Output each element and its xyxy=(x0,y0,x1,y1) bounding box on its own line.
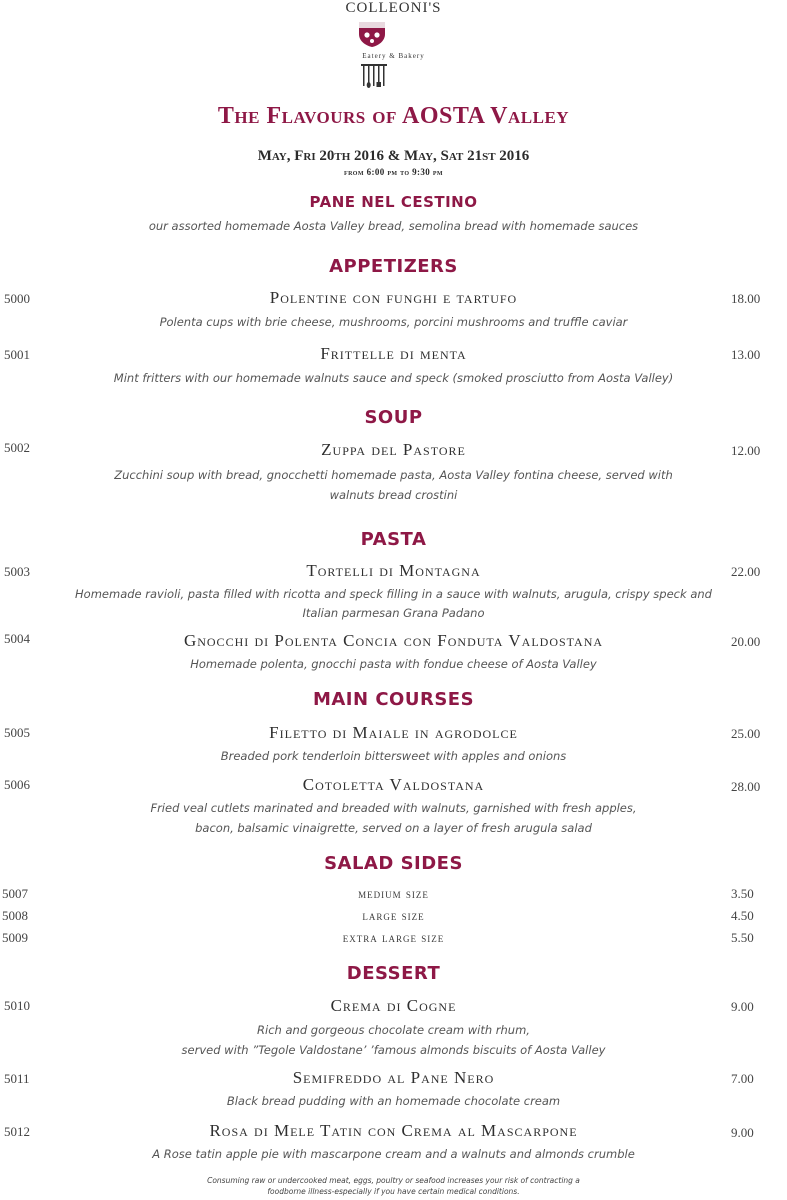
dish-description: Mint fritters with our homemade walnuts sauce and speck (smoked prosciutto from Aosta Valley) xyxy=(113,371,674,385)
dish-name: Gnocchi di Polenta Concia con Fonduta Valdostana xyxy=(183,631,604,650)
bread-description: our assorted homemade Aosta Valley bread, semolina bread with homemade sauces xyxy=(148,219,639,233)
item-price: 3.50 xyxy=(731,886,754,901)
menu-title: The Flavours of AOSTA Valley xyxy=(217,103,570,129)
section-heading-bread: PANE NEL CESTINO xyxy=(309,193,478,211)
dish-name: Polentine con funghi e tartufo xyxy=(269,288,518,307)
item-price: 5.50 xyxy=(731,930,754,945)
brand-name: COLLEONI'S xyxy=(345,0,442,16)
dish-description: Black bread pudding with an homemade chocolate cream xyxy=(226,1094,561,1108)
item-code: 5002 xyxy=(4,440,30,455)
item-code: 5007 xyxy=(2,886,28,901)
dish-name: Zuppa del Pastore xyxy=(321,440,466,459)
event-hours: from 6:00 pm to 9:30 pm xyxy=(344,167,443,177)
dish-description: A Rose tatin apple pie with mascarpone cream and a walnuts and almonds crumble xyxy=(152,1147,635,1161)
dish-description: Zucchini soup with bread, gnocchetti homemade pasta, Aosta Valley fontina cheese, served with xyxy=(114,468,673,482)
item-price: 18.00 xyxy=(731,291,761,306)
dish-description: served with ”Tegole Valdostane’ ’famous almonds biscuits of Aosta Valley xyxy=(181,1043,606,1057)
item-code: 5012 xyxy=(4,1124,30,1139)
food-safety-disclaimer: Consuming raw or undercooked meat, eggs, poultry or seafood increases your risk of contracting a xyxy=(207,1176,580,1185)
section-heading-pasta: PASTA xyxy=(360,529,427,550)
dish-name: Frittelle di menta xyxy=(320,344,467,363)
dish-name: Tortelli di Montagna xyxy=(306,561,481,580)
event-dates: May, Fri 20th 2016 & May, Sat 21st 2016 xyxy=(257,148,530,164)
salad-size: medium size xyxy=(358,886,429,901)
dish-name: Rosa di Mele Tatin con Crema al Mascarpone xyxy=(209,1121,578,1140)
food-safety-disclaimer: foodborne illness-especially if you have certain medical conditions. xyxy=(267,1187,520,1196)
dish-description: Rich and gorgeous chocolate cream with rhum, xyxy=(257,1023,530,1037)
item-price: 28.00 xyxy=(731,779,761,794)
salad-size: large size xyxy=(362,908,425,923)
dish-description: Breaded pork tenderloin bittersweet with apples and onions xyxy=(220,749,567,763)
item-code: 5001 xyxy=(4,347,30,362)
item-price: 9.00 xyxy=(731,1125,754,1140)
item-price: 4.50 xyxy=(731,908,754,923)
section-heading-appetizers: APPETIZERS xyxy=(329,256,458,277)
utensils-icon xyxy=(361,64,387,88)
salad-size: extra large size xyxy=(342,930,445,945)
item-code: 5003 xyxy=(4,564,30,579)
dish-description: Polenta cups with brie cheese, mushrooms, porcini mushrooms and truffle caviar xyxy=(159,315,628,329)
item-code: 5006 xyxy=(4,777,30,792)
section-heading-salad-sides: SALAD SIDES xyxy=(324,853,463,874)
dish-description: Italian parmesan Grana Padano xyxy=(302,606,485,620)
dish-description: Homemade ravioli, pasta filled with ricotta and speck filling in a sauce with walnuts, arugula, crispy speck and xyxy=(75,587,712,601)
item-code: 5008 xyxy=(2,908,28,923)
item-code: 5010 xyxy=(4,998,30,1013)
dish-description: walnuts bread crostini xyxy=(329,488,458,502)
item-price: 9.00 xyxy=(731,999,754,1014)
brand-subtitle: Eatery & Bakery xyxy=(362,52,425,60)
item-price: 22.00 xyxy=(731,564,761,579)
item-code: 5005 xyxy=(4,725,30,740)
section-heading-dessert: DESSERT xyxy=(346,963,441,984)
item-code: 5004 xyxy=(4,631,30,646)
item-price: 20.00 xyxy=(731,634,761,649)
dish-name: Semifreddo al Pane Nero xyxy=(292,1068,495,1087)
dish-name: Cotoletta Valdostana xyxy=(302,775,485,794)
item-price: 13.00 xyxy=(731,347,761,362)
dish-description: Homemade polenta, gnocchi pasta with fondue cheese of Aosta Valley xyxy=(190,657,597,671)
item-price: 25.00 xyxy=(731,726,761,741)
item-code: 5011 xyxy=(4,1071,30,1086)
item-price: 7.00 xyxy=(731,1071,754,1086)
crest-logo-icon xyxy=(357,20,387,48)
item-price: 12.00 xyxy=(731,443,761,458)
section-heading-soup: SOUP xyxy=(364,407,423,428)
dish-name: Crema di Cogne xyxy=(330,996,457,1015)
section-heading-main-courses: MAIN COURSES xyxy=(312,689,475,710)
dish-description: Fried veal cutlets marinated and breaded with walnuts, garnished with fresh apples, xyxy=(150,801,637,815)
dish-description: bacon, balsamic vinaigrette, served on a layer of fresh arugula salad xyxy=(195,821,592,835)
item-code: 5000 xyxy=(4,291,30,306)
dish-name: Filetto di Maiale in agrodolce xyxy=(269,723,518,742)
item-code: 5009 xyxy=(2,930,28,945)
